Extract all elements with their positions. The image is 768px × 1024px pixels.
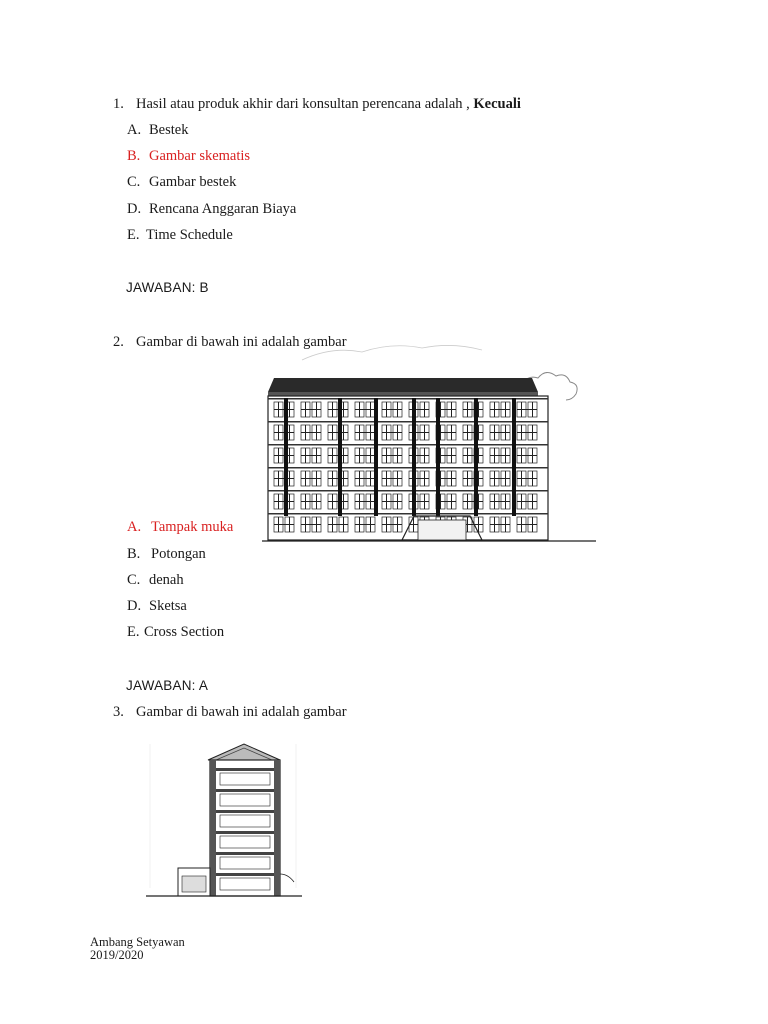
q1-answer: JAWABAN: B [126,280,209,295]
footer-year: 2019/2020 [90,948,144,962]
question-3-text: Gambar di bawah ini adalah gambar [136,704,347,720]
q2-option-c-text: denah [149,572,184,588]
q2-option-d-text: Sketsa [149,598,187,614]
q2-option-b-letter: B. [127,546,141,562]
q2-option-a-letter: A. [127,519,142,535]
q2-option-b-text: Potongan [151,546,206,562]
q1-option-a-text: Bestek [149,122,189,138]
q2-option-e-letter: E. [127,624,140,640]
q1-option-c-letter: C. [127,174,141,190]
q1-option-e-text: Time Schedule [146,227,233,243]
question-1-stem: Hasil atau produk akhir dari konsultan perencana adalah , [136,96,470,112]
side-elevation-drawing [146,738,306,900]
question-2-number: 2. [113,334,124,350]
question-1-text [136,95,521,113]
q1-option-d-letter: D. [127,201,142,217]
q2-option-a-text: Tampak muka [151,519,234,535]
q1-option-b-letter: B. [127,148,141,164]
q2-option-d-letter: D. [127,598,142,614]
question-1-emphasis: Kecuali [473,96,521,112]
q1-option-d-text: Rencana Anggaran Biaya [149,201,297,217]
q1-option-c-text: Gambar bestek [149,174,237,190]
q2-option-e-text: Cross Section [144,624,225,640]
question-2-text: Gambar di bawah ini adalah gambar [136,334,347,350]
footer-author: Ambang Setyawan [90,935,185,949]
question-1-number: 1. [113,96,124,112]
q2-option-c-letter: C. [127,572,141,588]
q2-answer: JAWABAN: A [126,678,209,693]
q1-option-e-letter: E. [127,227,140,243]
front-elevation-drawing [262,340,598,546]
q1-option-b-text: Gambar skematis [149,148,251,164]
q1-option-a-letter: A. [127,122,142,138]
question-3-number: 3. [113,704,124,720]
